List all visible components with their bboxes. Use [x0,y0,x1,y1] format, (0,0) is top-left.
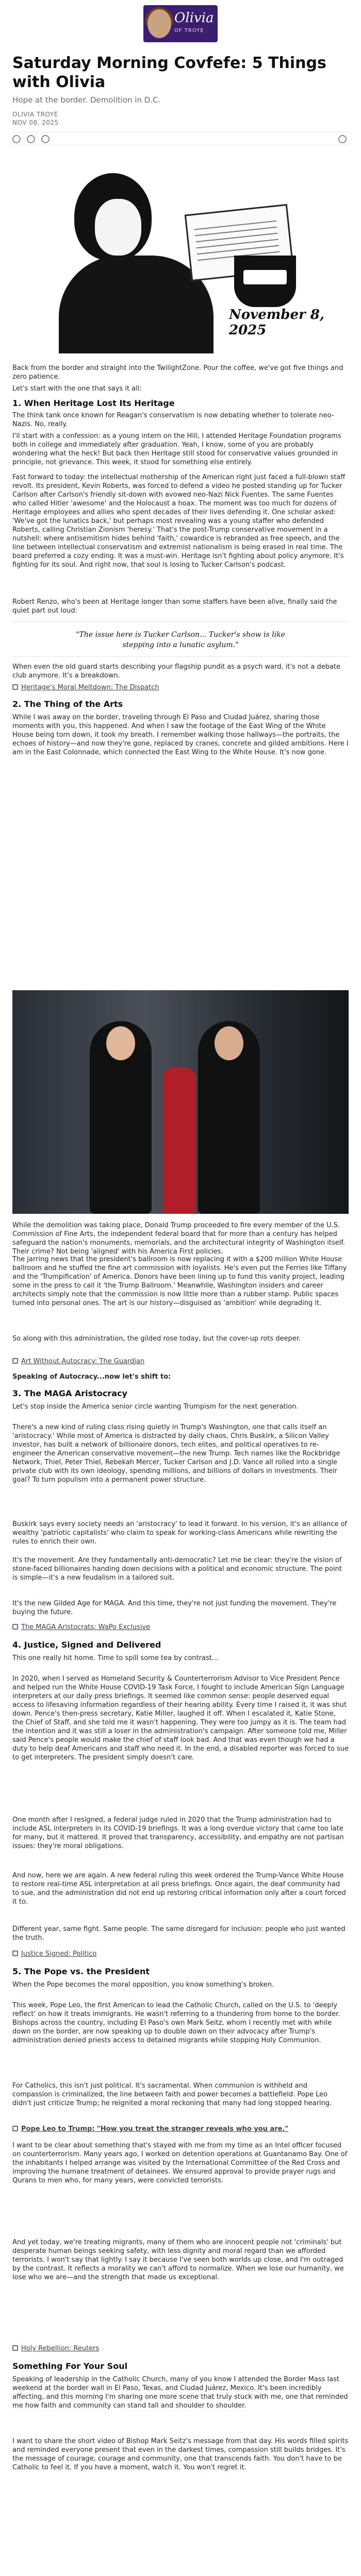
link-icon [12,2345,18,2351]
section-4-paragraph: This one really hit home. Time to spill some tea by contrast... [12,1654,219,1662]
article-link-text: Holy Rebellion: Reuters [21,2345,100,2352]
section-1-paragraph: Robert Renzo, who's been at Heritage longer than some staffers have been alive, finally said the quiet part out loud: [12,598,337,615]
logo-portrait [147,9,171,38]
section-2-paragraph: While the demolition was taking place, Donald Trump proceeded to fire every member of the U.S. Commission of Fine Arts, the independent federal board that for more than a century has helped safeguard the nation's monuments, memorials, and the architectural integrity of Washington itself. Their crime? Not being 'aligned' with his America First policies. [12,1222,346,1256]
link-icon [12,1624,18,1630]
photo-face [106,1026,135,1060]
link-icon [12,684,18,690]
link-icon [12,2126,18,2131]
article-link[interactable] [12,1357,349,1366]
pull-quote: "The issue here is Tucker Carlson... Tucker's show is like stepping into a lunatic asylum." [76,631,285,649]
article-link-text: Art Without Autocracy: The Guardian [21,1358,145,1365]
post-subtitle: Hope at the border. Demolition in D.C. [12,95,161,105]
section-2-paragraph: So along with this administration, the gilded rose today, but the cover-up rots deeper. [12,1335,301,1343]
section-4-paragraph: In 2020, when I served as Homeland Security & Counterterrorism Advisor to Vice President Pence and helped run the White House COVID-19 Task Force, I fought to include American Sign Language interpreters at our daily press briefings. It seemed like common sense: people deserved equal access to lifesaving information regardless of their hearing ability. Every time I raised it, it was shut down. Pence's then-press secretary, Katie Miller, laughed it off. When I escalated it, Katie Stone, the Chief of Staff, and she told me it wasn't happening. They were too jumpy as it is. The team had the intention and it was still a loser in the administration's campaign. After someone told me, Miller said Pence's people would make the chief of staff look bad. And that was even though we had a duty to help deaf Americans and staff who need it. In the end, a disabled reporter was forced to sue to get interpreters. The president simply doesn't care. [12,1675,349,1761]
quote-divider [12,656,349,657]
article-link[interactable] [12,2344,349,2353]
section-heading-4: 4. Justice, Signed and Delivered [12,1640,161,1650]
photo-face [215,1026,243,1060]
section-3-paragraph: Let's stop inside the America senior circle wanting Trumpism for the next generation. [12,1403,299,1411]
section-3-paragraph: Buskirk says every society needs an 'aristocracy' to lead it forward. In his version, it's an alliance of wealthy 'patriotic capitalists' who claim to speak for working-class Americans while rewriting the rules to enrich their own. [12,1520,348,1546]
section-heading-1: 1. When Heritage Lost Its Heritage [12,398,175,408]
section-6-paragraph: I want to share the short video of Bishop Mark Seitz's message from that day. His words filled spirits and reminded everyone present that even in the darkest times, compassion still builds bridges. It's the message of courage, courage and community, one that transcends faith. You don't have to be Catholic to feel it. If you have a moment, watch it. You won't regret it. [12,2437,349,2471]
publication-logo[interactable] [143,5,218,42]
like-icon[interactable] [12,135,21,143]
author-name[interactable]: OLIVIA TROYE [12,111,58,118]
section-4-paragraph: Different year, same fight. Same people. The same disregard for inclusion: people who just wanted the truth. [12,1925,346,1942]
link-icon [12,1951,18,1956]
section-heading-6: Something For Your Soul [12,2361,128,2371]
section-1-paragraph: The think tank once known for Reagan's conservatism is now debating whether to tolerate neo-Nazis. No, really. [12,412,334,428]
section-5-paragraph: And yet today, we're treating migrants, many of them who are innocent people not 'criminals' but desperate human beings seeking safety, with less dignity and moral regard than we afforded terrorists. I won't say that lightly. I say it because I've seen both worlds up close, and I'm outraged by the contrast. It reflects a morality we can't afford to normalize. When we lose our humanity, we lose who we are—and the strength that made us exceptional. [12,2239,344,2281]
section-5-paragraph: When the Pope becomes the moral opposition, you know something's broken. [12,1981,274,1989]
photo-red-dress [163,1067,196,1214]
article-link[interactable] [12,1950,349,1958]
article-link[interactable] [12,2125,349,2133]
hero-date: November 8, 2025 [229,307,324,338]
section-5-paragraph: This week, Pope Leo, the first American to lead the Catholic Church, called on the U.S. to 'deeply reflect' on how it treats immigrants. He wasn't referring to a thundering from home to the border. Bishops across the country, including El Paso's own Mark Seitz, whom I recently met with while down on the border, are now speaking up to double down on their advocacy after Trump's administration denied priests access to detained migrants while stopping Holy Communion. [12,2002,340,2044]
article-link-text: Heritage's Moral Meltdown: The Dispatch [21,684,159,691]
section-2-transition: Speaking of Autocracy...now let's shift to: [12,1373,171,1381]
post-title[interactable]: Saturday Morning Covfefe: 5 Things with Olivia [12,54,326,91]
section-4-paragraph: One month after I resigned, a federal judge ruled in 2020 that the Trump administration had to include ASL interpreters in its COVID-19 briefings. It was a long overdue victory that came too late for many, but it mattered. It proved that transparency, accessibility, and empathy are not partisan issues: they're moral obligations. [12,1816,344,1850]
share-icon[interactable] [338,135,347,143]
section-3-paragraph: It's the new Gilded Age for MAGA. And this time, they're not just funding the movement. They're buying the future. [12,1600,337,1616]
intro-paragraph: Back from the border and straight into the TwilightZone. Pour the coffee, we've got five things and zero patience. [12,364,343,381]
article-link[interactable] [12,1623,349,1632]
comment-icon[interactable] [27,135,35,143]
section-heading-2: 2. The Thing of the Arts [12,699,123,709]
link-icon [12,1358,18,1364]
logo-tagline: OF TROYE [174,28,204,33]
section-4-paragraph: And now, here we are again. A new federal ruling this week ordered the Trump-Vance White House to restore real-time ASL interpretation at all press briefings. Once again, the deaf community had to sue, and the administration did not end up restoring critical information only after a court forced it to. [12,1872,346,1906]
article-link-text: The MAGA Aristocrats: WaPo Exclusive [21,1623,151,1631]
hero-illustration [12,152,349,357]
article-link-text: Pope Leo to Trump: "How you treat the stranger reveals who you are." [21,2125,289,2133]
section-5-paragraph: For Catholics, this isn't just political. It's sacramental. When communion is withheld and compassion is criminalized, the line between faith and power becomes a battlefield. Pope Leo didn't just criticize Trump; he reignited a moral reckoning that many had long stopped hearing. [12,2082,332,2107]
post-actions-row [12,132,349,145]
section-heading-5: 5. The Pope vs. the President [12,1967,150,1976]
section-5-paragraph: I want to be clear about something that's stayed with me from my time as an Intel officer focused on counterterrorism. Many years ago, I worked on detention operations at Guantanamo Bay. One of the inhabitants I helped arrange was visited by the International Committee of the Red Cross and improving the humane treatment of detainees. We ensured approval to provide prayer rugs and Qurans to men who, for many years, were convicted terrorists. [12,2142,348,2184]
section-3-paragraph: There's a new kind of ruling class rising quietly in Trump's Washington, one that calls itself an 'aristocracy.' While most of America is distracted by daily chaos, Chris Buskirk, a Silicon Valley investor, has built a network of billionaire donors, tech elites, and political operatives to re-engineer the American conservative movement—the new Trump. Tech names like the Rockbridge Network, Thiel, Peter Thiel, Rebekah Mercer, Tucker Carlson and J.D. Vance all rolled into a single private club with its own ideology, spending millions, and billions of dollars in investments. Their goal? To turn populism into a permanent power structure. [12,1423,340,1484]
section-6-paragraph: Speaking of leadership in the Catholic Church, many of you know I attended the Border Mass last weekend at the border wall in El Paso, Texas, and Ciudad Juárez, Mexico. It's been incredibly affecting, and this morning I'm sharing one more scene that truly stuck with me, one that reminded me how faith and community can stand tall and shoulder to shoulder. [12,2376,348,2410]
illustration-face [95,199,141,256]
section-2-paragraph: The jarring news that the president's ballroom is now replacing it with a $200 million White House ballroom and he stuffed the fine art commission with loyalists. He's even put the Ferries like Tiffany and the 'Trumpification' of America. Donors have been lining up to fund this vanity project, leading some in the press to call it 'the Trump Ballroom.' Meanwhile, Washington insiders and career architects simply note that the commission is now little more than a rubber stamp. Public spaces turned into personal ones. The art is our history—disguised as 'ambition' while degrading it. [12,1256,347,1307]
section-1-paragraph: I'll start with a confession: as a young intern on the Hill, I attended Heritage Foundation programs both in college and immediately after graduation. Yeah, I know, some of you are probably wondering what the heck! But back then Heritage still stood for conservative values grounded in principle, not grievance. This week, it stood for something else entirely. [12,432,341,466]
coffee-cup-label [243,270,287,284]
header-banner [0,0,361,47]
post-date: NOV 08, 2025 [12,119,59,126]
intro-lead: Let's start with the one that says it all: [12,385,142,393]
section-heading-3: 3. The MAGA Aristocracy [12,1388,127,1398]
restack-icon[interactable] [41,135,50,143]
quote-divider [12,621,349,622]
section-1-paragraph: Fast forward to today: the intellectual mothership of the American right just faced a full-blown staff revolt. Its president, Kevin Roberts, was forced to defend a video he posted standing up for Tucker Carlson after Carlson's friendly sit-down with avowed neo-Nazi Nick Fuentes. The same Fuentes who called Hitler 'awesome' and the Holocaust a hoax. The moment was too much for dozens of Heritage employees and allies who spent decades of their lives defending it. One scholar asked: 'We've got the lunatics back,' but perhaps most revealing was a young staffer who defended Roberts, calling Christian Zionism 'heresy.' That's the post-Trump conservative movement in a nutshell: where antisemitism hides behind 'faith,' cowardice is rebranded as free speech, and the line between intellectual conservatism and extremist nationalism is being erased in real time. The board preferred a cozy ending. It was a must-win. Heritage isn't fighting about policy anymore. It's fighting for its soul. And right now, that soul is losing to Tucker Carlson's podcast. [12,473,346,569]
article-link[interactable] [12,683,349,692]
section-3-paragraph: It's the movement. Are they fundamentally anti-democratic? Let me be clear: they're the vision of stone-faced billionaires handing down decisions with a political and economic structure. The point is simple—it's a new feudalism in a tailored suit. [12,1556,342,1582]
section-1-paragraph: When even the old guard starts describing your flagship pundit as a psych ward, it's not a debate club anymore. It's a breakdown. [12,663,341,680]
article-link-text: Justice Signed: Politico [21,1950,97,1958]
logo-name: Olivia [174,10,214,26]
east-colonnade-photo[interactable] [12,990,349,1214]
section-2-paragraph: While I was away on the border, traveling through El Paso and Ciudad Juárez, sharing those moments with you, this happened. And when I saw the footage of the East Wing of the White House being torn down, it took my breath. I remember walking those hallways—the portraits, the echoes of history—and now they're gone, replaced by cranes, concrete and gilded ambitions. Here I am in the East Colonnade, which connected the East Wing to the White House. It's now gone. [12,714,349,756]
